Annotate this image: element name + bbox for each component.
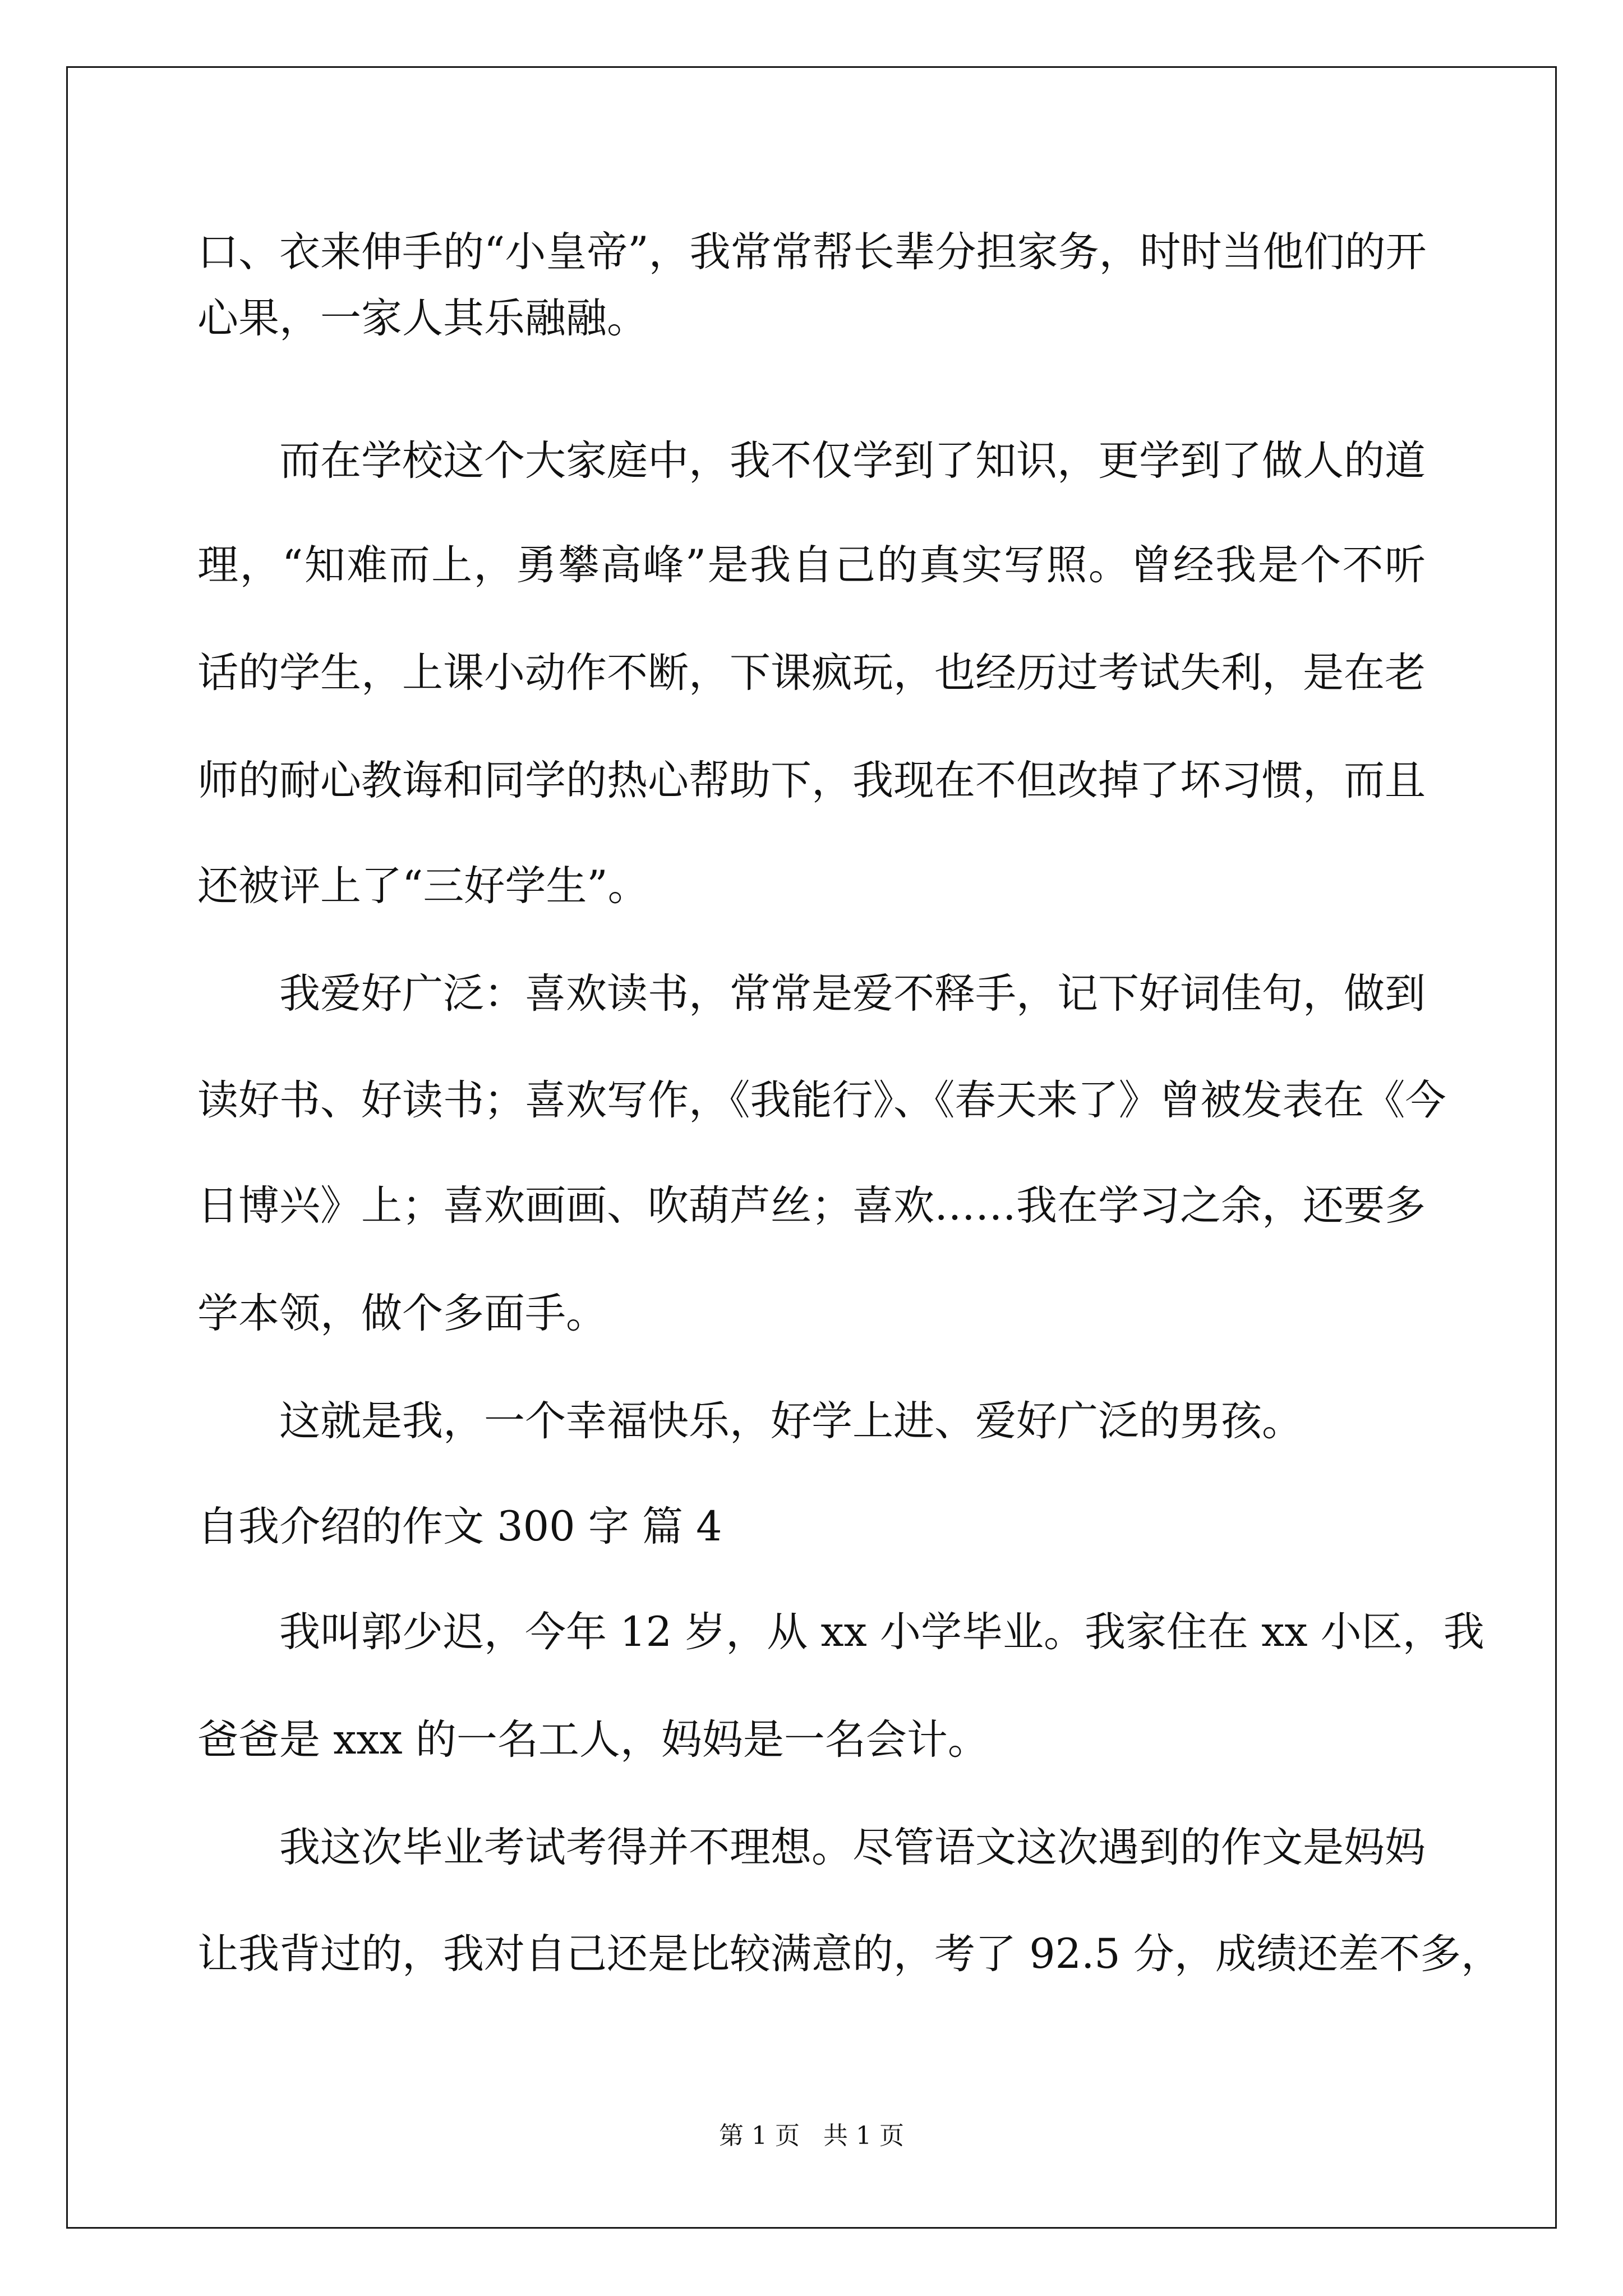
body-line-6: 师的耐心教诲和同学的热心帮助下，我现在不但改掉了坏习惯，而且 xyxy=(197,757,1426,804)
body-line-3: 而在学校这个大家庭中，我不仅学到了知识，更学到了做人的道 xyxy=(279,437,1426,485)
body-line-15: 我这次毕业考试考得并不理想。尽管语文这次遇到的作文是妈妈 xyxy=(279,1824,1426,1871)
page-footer: 第 1 页 共 1 页 xyxy=(719,2122,904,2150)
body-line-11: 学本领，做个多面手。 xyxy=(197,1290,607,1337)
body-line-10: 日博兴》上；喜欢画画、吹葫芦丝；喜欢……我在学习之余，还要多 xyxy=(197,1182,1426,1230)
body-line-16: 让我背过的，我对自己还是比较满意的，考了 92.5 分，成绩还差不多， xyxy=(197,1930,1502,1978)
body-line-9: 读好书、好读书；喜欢写作，《我能行》、《春天来了》曾被发表在《今 xyxy=(197,1076,1446,1124)
body-line-1: 口、衣来伸手的“小皇帝”，我常常帮长辈分担家务，时时当他们的开 xyxy=(197,228,1427,276)
body-line-13: 我叫郭少迟，今年 12 岁，从 xx 小学毕业。我家住在 xx 小区，我 xyxy=(279,1608,1484,1656)
body-line-14: 爸爸是 xxx 的一名工人，妈妈是一名会计。 xyxy=(197,1716,989,1764)
body-line-12: 这就是我，一个幸福快乐，好学上进、爱好广泛的男孩。 xyxy=(279,1397,1303,1445)
page-border xyxy=(66,66,1557,2229)
body-line-7: 还被评上了“三好学生”。 xyxy=(197,862,649,910)
body-line-2: 心果，一家人其乐融融。 xyxy=(197,295,648,342)
body-line-8: 我爱好广泛：喜欢读书，常常是爱不释手，记下好词佳句，做到 xyxy=(279,970,1426,1018)
body-line-4: 理，“知难而上，勇攀高峰”是我自己的真实写照。曾经我是个不听 xyxy=(197,541,1426,589)
body-line-5: 话的学生，上课小动作不断，下课疯玩，也经历过考试失利，是在老 xyxy=(197,649,1426,697)
section-heading: 自我介绍的作文 300 字 篇 4 xyxy=(197,1503,722,1550)
